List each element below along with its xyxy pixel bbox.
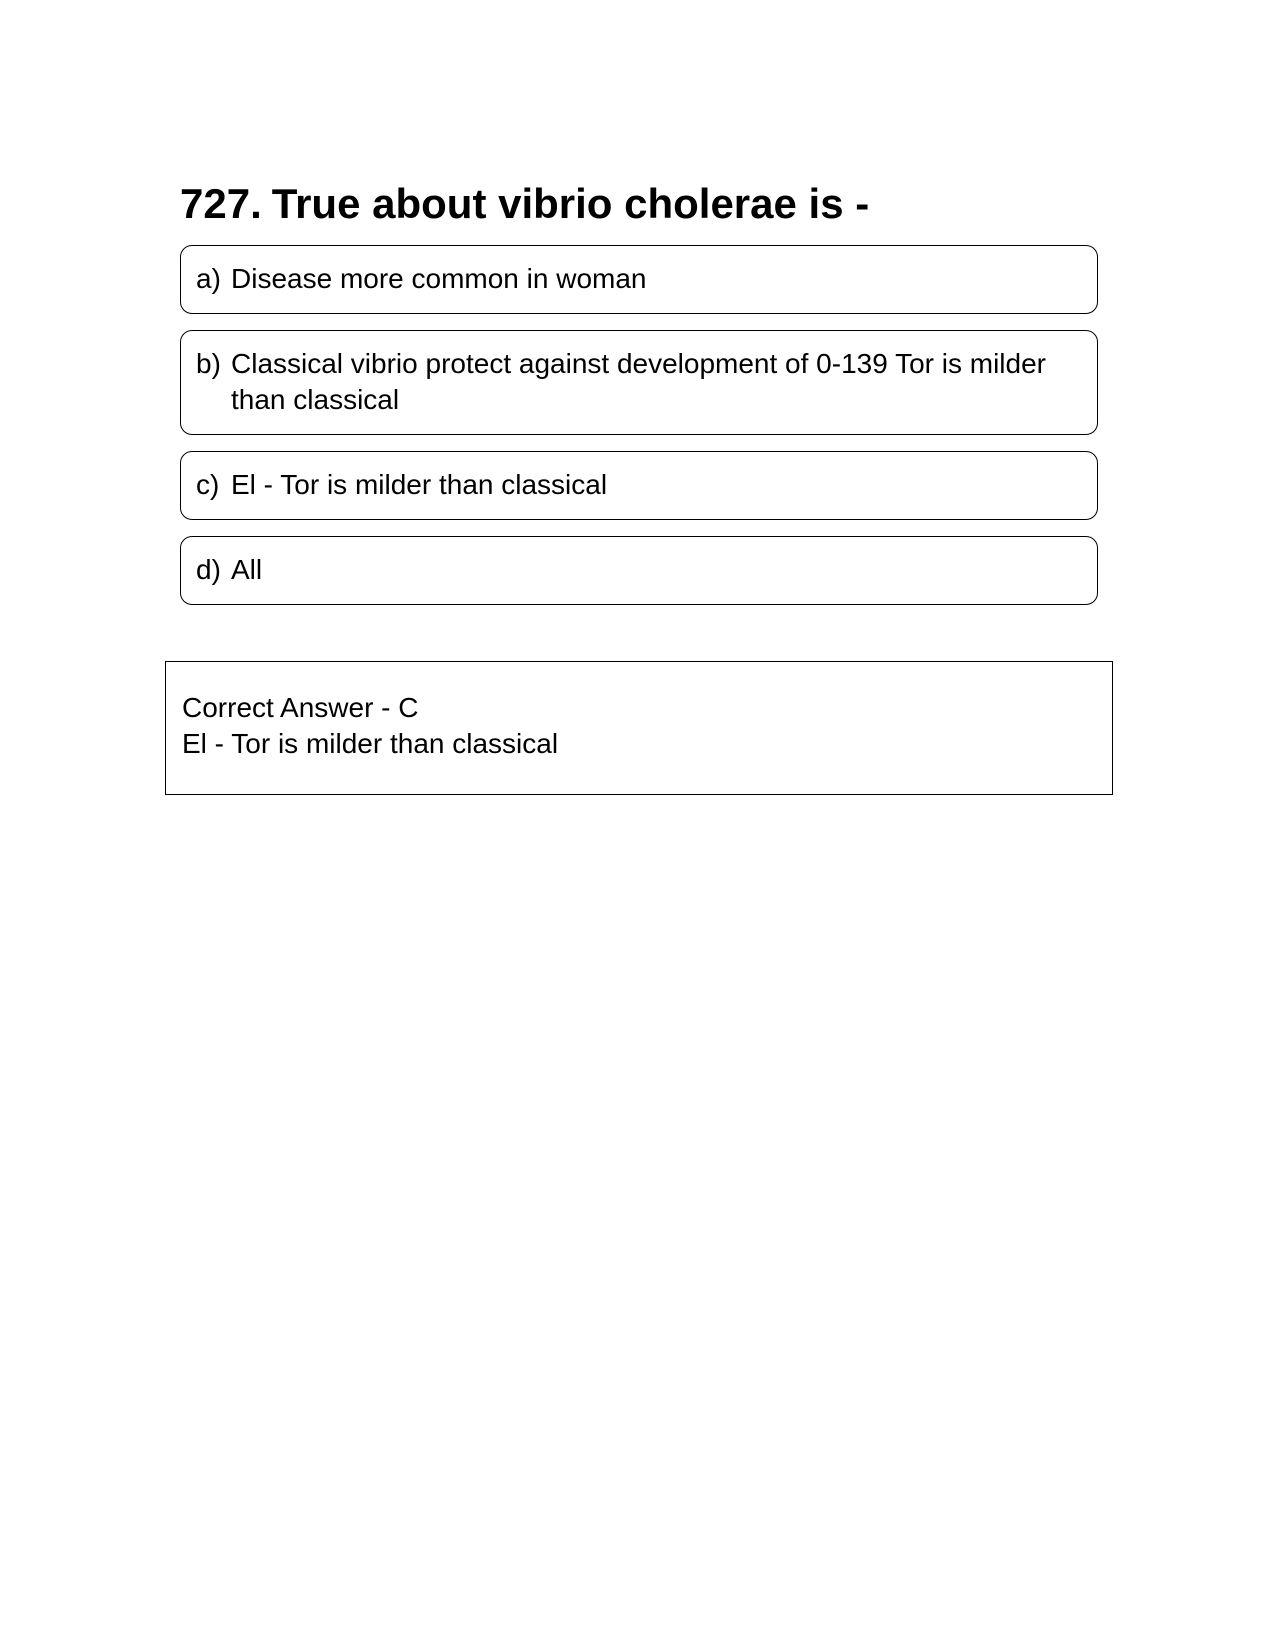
correct-answer-label: Correct Answer - C	[182, 692, 419, 723]
options-list	[180, 245, 1098, 621]
question-number: 727.	[180, 180, 262, 227]
option-letter: c)	[196, 469, 220, 500]
option-text: Disease more common in woman	[231, 263, 647, 294]
answer-explanation: El - Tor is milder than classical	[182, 728, 559, 759]
option-c[interactable]	[180, 451, 1098, 520]
option-a[interactable]	[180, 245, 1098, 314]
option-b[interactable]	[180, 330, 1098, 435]
question-text: True about vibrio cholerae is -	[271, 180, 870, 227]
option-letter: d)	[196, 554, 221, 585]
option-text: El - Tor is milder than classical	[231, 469, 608, 500]
option-d[interactable]	[180, 536, 1098, 605]
question-heading	[180, 178, 869, 230]
option-letter: b)	[196, 348, 221, 379]
option-text: All	[231, 554, 263, 585]
answer-box	[165, 661, 1113, 795]
option-text: Classical vibrio protect against development of 0-139 Tor is milder than classical	[231, 348, 1046, 415]
option-letter: a)	[196, 263, 221, 294]
